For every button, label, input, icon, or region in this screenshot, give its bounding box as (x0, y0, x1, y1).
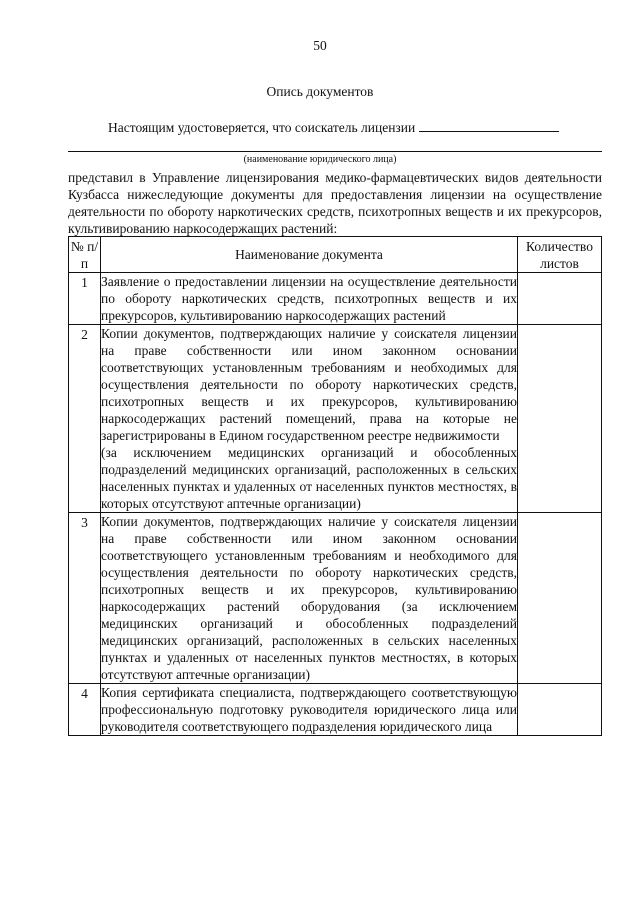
certify-line (108, 119, 559, 136)
header-num: № п/п (69, 237, 101, 273)
row-name: Копия сертификата специалиста, подтверждающего соответствующую профессиональную подготовку руководителя юридического лица или руководителя соответствующего подразделения юридического лица (101, 685, 517, 734)
row-qty (518, 325, 602, 513)
legal-entity-name-line (68, 151, 602, 152)
row-qty (518, 513, 602, 684)
row-name (101, 325, 518, 513)
header-qty: Количество листов (518, 237, 602, 273)
table-header-row (69, 237, 602, 273)
row-num: 3 (69, 513, 101, 684)
intro-paragraph: представил в Управление лицензирования медико-фармацевтических видов деятельности Кузбасса нижеследующие документы для предоставления лицензии на осуществление деятельности по обороту наркотических средств, психотропных веществ и их прекурсоров, культивированию наркосодержащих растений: (68, 170, 602, 236)
table-row (69, 684, 602, 736)
document-title: Опись документов (266, 84, 374, 99)
row-name: Заявление о предоставлении лицензии на осуществление деятельности по обороту наркотических средств, психотропных веществ и их прекурсоров, культивированию наркосодержащих растений (101, 274, 517, 323)
row-qty (518, 273, 602, 325)
legal-entity-name-caption: (наименование юридического лица) (243, 154, 397, 165)
row-num: 1 (69, 273, 101, 325)
header-name: Наименование документа (101, 237, 518, 273)
table-row (69, 513, 602, 684)
row-name-main: Копии документов, подтверждающих наличие у соискателя лицензии на праве собственности или ином законном основании соответствующих установленным требованиям и необходимых для осуществления деятельности по обороту наркотических средств, психотропных веществ и их прекурсоров, культивированию наркосодержащих растений помещений, права на которые не зарегистрированы в Едином государственном реестре недвижимости (101, 326, 517, 443)
row-num: 2 (69, 325, 101, 513)
table-row (69, 325, 602, 513)
row-qty (518, 684, 602, 736)
row-name: Копии документов, подтверждающих наличие у соискателя лицензии на праве собственности или ином законном основании соответствующего установленным требованиям и необходимого для осуществления деятельности по обороту наркотических средств, психотропных веществ и их прекурсоров, культивированию наркосодержащих растений оборудования (за исключением медицинских организаций и обособленных подразделений медицинских организаций, расположенных в сельских населенных пунктах и удаленных от населенных пунктов местностях, в которых отсутствуют аптечные организации) (101, 514, 517, 682)
documents-table (68, 236, 602, 736)
applicant-blank-field (419, 119, 559, 132)
certify-text: Настоящим удостоверяется, что соискатель лицензии (108, 120, 416, 135)
row-num: 4 (69, 684, 101, 736)
table-row (69, 273, 602, 325)
row-name-extra: (за исключением медицинских организаций и обособленных подразделений медицинских организаций, расположенных в сельских населенных пунктах и удаленных от населенных пунктов местностях, в которых отсутствуют аптечные организации) (101, 445, 517, 511)
page-number: 50 (313, 38, 327, 53)
